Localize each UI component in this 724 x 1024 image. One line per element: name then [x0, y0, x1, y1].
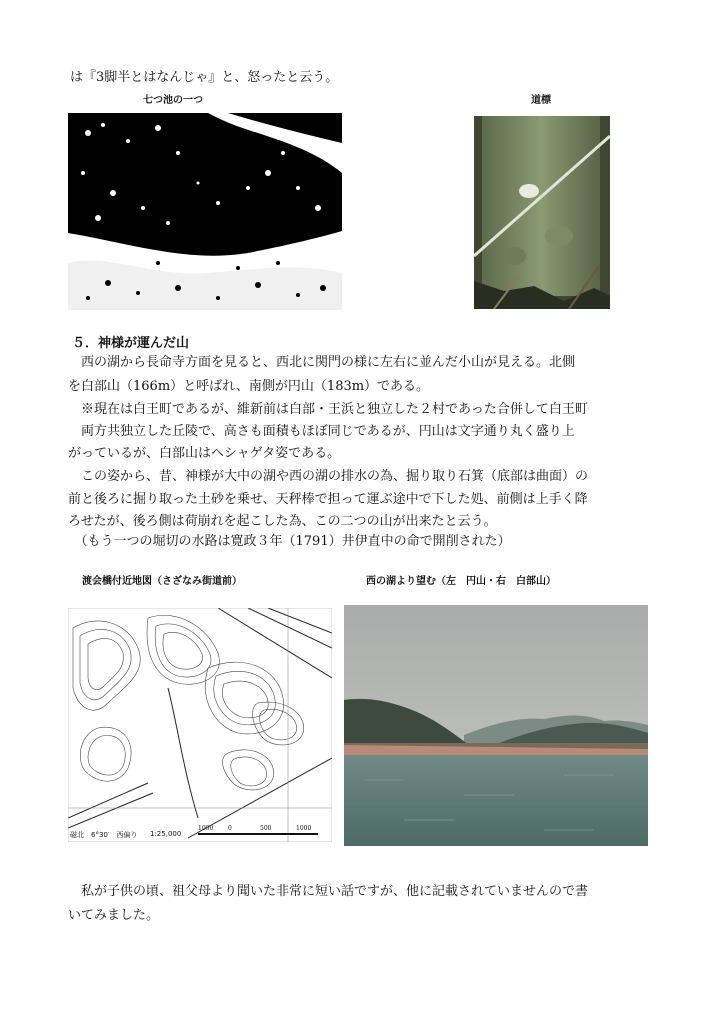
topographic-map-graphic	[68, 608, 332, 842]
closing-line: 私が子供の頃、祖父母より聞いた非常に短い話ですが、他に記載されていませんので書	[68, 884, 589, 899]
map-scale-tick: 1000	[198, 825, 214, 832]
section-line: ※現在は白王町であるが、維新前は白部・王浜と独立した２村であった合併して白王町	[68, 402, 588, 417]
section-line: この姿から、昔、神様が大中の湖や西の湖の排水の為、掘り取り石箕（底部は曲面）の	[68, 469, 589, 484]
pond-photo	[68, 113, 342, 310]
signpost-photo-graphic	[474, 116, 610, 309]
section-line: （もう一つの堀切の水路は寛政３年（1791）井伊直中の命で開削された）	[68, 534, 511, 549]
section-heading: ５．神様が運んだ山	[72, 336, 190, 351]
map-scale-bar	[198, 827, 318, 839]
section-line: がっているが、白部山はヘシャゲタ姿である。	[68, 446, 341, 461]
map-scale-tick: 1000	[296, 825, 312, 832]
signpost-photo	[474, 116, 610, 309]
map-scale-tick: 0	[228, 825, 232, 832]
pond-photo-caption: 七つ池の一つ	[143, 95, 203, 106]
section-line: ろせたが、後ろ側は荷崩れを起こした為、この二つの山が出来たと云う。	[68, 514, 497, 529]
map-caption: 渡会橋付近地図（さざなみ街道前）	[82, 576, 242, 587]
map-scale-tick: 500	[260, 825, 272, 832]
pond-photo-graphic	[68, 113, 342, 310]
signpost-photo-caption: 道標	[531, 95, 551, 106]
section-line: 前と後ろに掘り取った土砂を乗せ、天秤棒で担って運ぶ途中で下した処、前側は上手く降	[68, 492, 588, 507]
map-scale-line	[198, 833, 318, 835]
section-line: 両方共独立した丘陵で、高さも面積もほぼ同じであるが、円山は文字通り丸く盛り上	[68, 424, 575, 439]
map-north-note: 磁北 6°30′ 西偏り	[70, 831, 138, 839]
map-scale-ratio: 1:25,000	[150, 830, 182, 838]
section-line: 西の湖から長命寺方面を見ると、西北に関門の様に左右に並んだ小山が見える。北側	[68, 355, 576, 370]
lake-photo	[344, 605, 648, 846]
top-text-line: は『3脚半とはなんじゃ』と、怒ったと云う。	[70, 70, 339, 85]
section-line: を白部山（166m）と呼ばれ、南側が円山（183m）である。	[68, 379, 430, 394]
lake-photo-graphic	[344, 605, 648, 846]
lake-photo-caption: 西の湖より望む（左 円山・右 白部山）	[366, 576, 556, 587]
closing-line: いてみました。	[68, 908, 160, 923]
topographic-map	[68, 608, 332, 842]
